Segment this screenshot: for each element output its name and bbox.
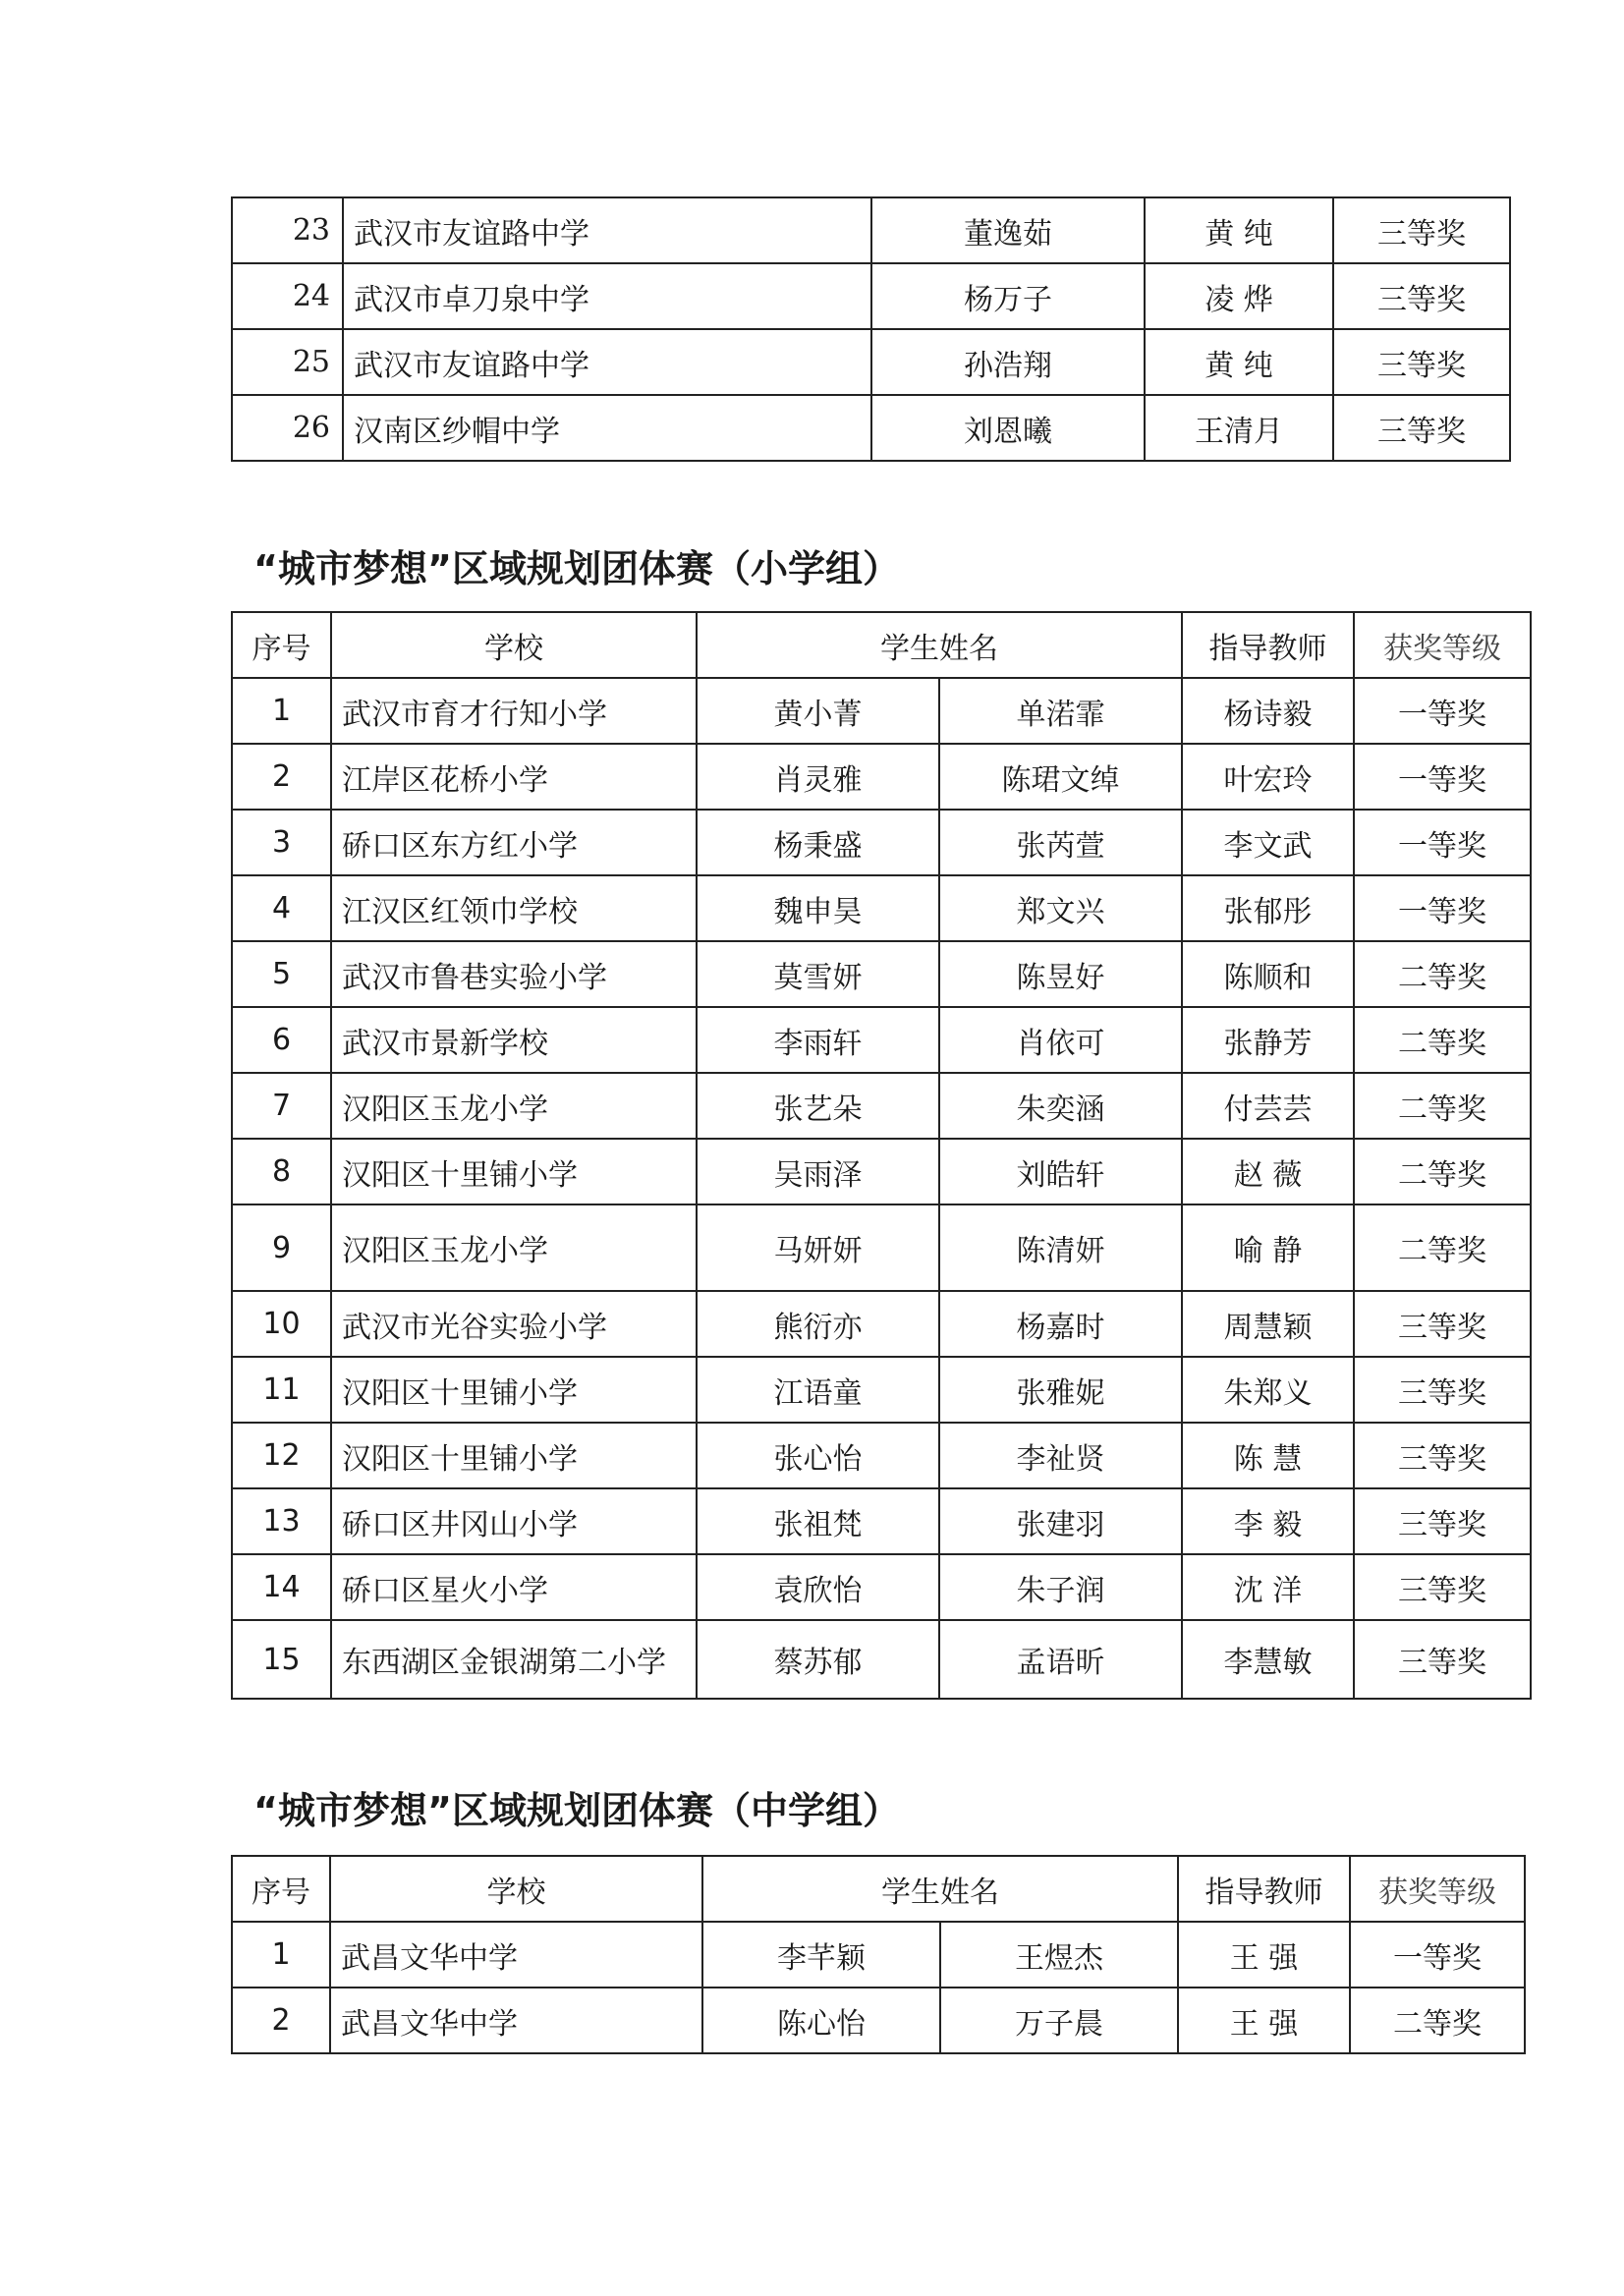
student-name: 杨万子 (871, 263, 1145, 329)
student-name-1: 李芊颖 (702, 1922, 940, 1988)
table-header-row (232, 612, 1531, 678)
student-name-1: 袁欣怡 (697, 1554, 939, 1620)
student-name: 董逸茹 (871, 197, 1145, 263)
school-name: 武汉市卓刀泉中学 (343, 263, 871, 329)
award-level: 二等奖 (1354, 1139, 1531, 1204)
school-name: 硚口区井冈山小学 (331, 1488, 697, 1554)
row-number: 6 (232, 1007, 331, 1073)
header-award: 获奖等级 (1350, 1856, 1525, 1922)
row-number: 7 (232, 1073, 331, 1139)
teacher-name: 李文武 (1182, 810, 1354, 875)
award-level: 三等奖 (1354, 1620, 1531, 1699)
primary-section-title: “城市梦想”区域规划团体赛（小学组） (253, 547, 900, 590)
student-name-1: 李雨轩 (697, 1007, 939, 1073)
header-award: 获奖等级 (1354, 612, 1531, 678)
header-students: 学生姓名 (702, 1856, 1178, 1922)
teacher-name: 周慧颖 (1182, 1291, 1354, 1357)
school-name: 武汉市友谊路中学 (343, 197, 871, 263)
row-number: 14 (232, 1554, 331, 1620)
table-row (232, 1554, 1531, 1620)
award-level: 三等奖 (1354, 1423, 1531, 1488)
school-name: 武昌文华中学 (330, 1922, 702, 1988)
award-level: 一等奖 (1354, 744, 1531, 810)
teacher-name: 赵 薇 (1182, 1139, 1354, 1204)
row-number: 2 (232, 744, 331, 810)
header-students: 学生姓名 (697, 612, 1182, 678)
award-level: 三等奖 (1333, 395, 1510, 461)
table-row (232, 1620, 1531, 1699)
row-number: 13 (232, 1488, 331, 1554)
student-name-1: 张祖梵 (697, 1488, 939, 1554)
header-school: 学校 (331, 612, 697, 678)
school-name: 武汉市景新学校 (331, 1007, 697, 1073)
student-name-2: 张芮萱 (939, 810, 1182, 875)
table-row (232, 263, 1510, 329)
school-name: 汉阳区玉龙小学 (331, 1073, 697, 1139)
teacher-name: 叶宏玲 (1182, 744, 1354, 810)
teacher-name: 张静芳 (1182, 1007, 1354, 1073)
teacher-name: 陈 慧 (1182, 1423, 1354, 1488)
school-name: 武汉市育才行知小学 (331, 678, 697, 744)
student-name-2: 张建羽 (939, 1488, 1182, 1554)
teacher-name: 陈顺和 (1182, 941, 1354, 1007)
primary-table (231, 611, 1532, 1700)
teacher-name: 王 强 (1178, 1988, 1350, 2053)
award-level: 一等奖 (1354, 810, 1531, 875)
row-number: 8 (232, 1139, 331, 1204)
table-row (232, 1204, 1531, 1291)
award-level: 二等奖 (1354, 1204, 1531, 1291)
student-name-1: 吴雨泽 (697, 1139, 939, 1204)
student-name-1: 陈心怡 (702, 1988, 940, 2053)
student-name-2: 陈珺文绰 (939, 744, 1182, 810)
row-number: 26 (232, 395, 343, 461)
student-name-1: 江语童 (697, 1357, 939, 1423)
award-level: 三等奖 (1354, 1291, 1531, 1357)
table-row (232, 810, 1531, 875)
student-name-1: 魏申昊 (697, 875, 939, 941)
header-teacher: 指导教师 (1182, 612, 1354, 678)
student-name-2: 刘皓轩 (939, 1139, 1182, 1204)
row-number: 15 (232, 1620, 331, 1699)
row-number: 2 (232, 1988, 330, 2053)
table-row (232, 941, 1531, 1007)
row-number: 11 (232, 1357, 331, 1423)
continuation-table (231, 196, 1511, 462)
teacher-name: 喻 静 (1182, 1204, 1354, 1291)
middle-table (231, 1855, 1526, 2054)
row-number: 5 (232, 941, 331, 1007)
award-level: 二等奖 (1350, 1988, 1525, 2053)
school-name: 硚口区星火小学 (331, 1554, 697, 1620)
student-name: 刘恩曦 (871, 395, 1145, 461)
teacher-name: 凌 烨 (1145, 263, 1333, 329)
table-row (232, 395, 1510, 461)
teacher-name: 王清月 (1145, 395, 1333, 461)
table-row (232, 1357, 1531, 1423)
school-name: 江汉区红领巾学校 (331, 875, 697, 941)
school-name: 东西湖区金银湖第二小学 (331, 1620, 697, 1699)
award-level: 三等奖 (1354, 1357, 1531, 1423)
row-number: 9 (232, 1204, 331, 1291)
teacher-name: 李 毅 (1182, 1488, 1354, 1554)
award-level: 三等奖 (1354, 1488, 1531, 1554)
school-name: 江岸区花桥小学 (331, 744, 697, 810)
row-number: 25 (232, 329, 343, 395)
school-name: 武汉市光谷实验小学 (331, 1291, 697, 1357)
school-name: 汉阳区十里铺小学 (331, 1139, 697, 1204)
table-row (232, 1488, 1531, 1554)
award-level: 一等奖 (1350, 1922, 1525, 1988)
student-name-2: 单渃霏 (939, 678, 1182, 744)
row-number: 4 (232, 875, 331, 941)
award-level: 一等奖 (1354, 678, 1531, 744)
header-no: 序号 (232, 1856, 330, 1922)
student-name-1: 杨秉盛 (697, 810, 939, 875)
student-name-1: 肖灵雅 (697, 744, 939, 810)
teacher-name: 朱郑义 (1182, 1357, 1354, 1423)
header-no: 序号 (232, 612, 331, 678)
student-name-2: 杨嘉时 (939, 1291, 1182, 1357)
row-number: 12 (232, 1423, 331, 1488)
student-name-2: 肖依可 (939, 1007, 1182, 1073)
school-name: 武汉市鲁巷实验小学 (331, 941, 697, 1007)
award-level: 三等奖 (1354, 1554, 1531, 1620)
teacher-name: 黄 纯 (1145, 197, 1333, 263)
table-row (232, 1922, 1525, 1988)
table-row (232, 1007, 1531, 1073)
table-row (232, 329, 1510, 395)
student-name-1: 黄小菁 (697, 678, 939, 744)
award-level: 二等奖 (1354, 1073, 1531, 1139)
student-name-2: 陈清妍 (939, 1204, 1182, 1291)
table-row (232, 1291, 1531, 1357)
middle-section-title: “城市梦想”区域规划团体赛（中学组） (253, 1789, 900, 1832)
award-level: 二等奖 (1354, 941, 1531, 1007)
table-row (232, 1988, 1525, 2053)
school-name: 汉阳区十里铺小学 (331, 1357, 697, 1423)
school-name: 武昌文华中学 (330, 1988, 702, 2053)
student-name-2: 孟语昕 (939, 1620, 1182, 1699)
table-header-row (232, 1856, 1525, 1922)
teacher-name: 杨诗毅 (1182, 678, 1354, 744)
school-name: 武汉市友谊路中学 (343, 329, 871, 395)
school-name: 硚口区东方红小学 (331, 810, 697, 875)
teacher-name: 李慧敏 (1182, 1620, 1354, 1699)
table-row (232, 1073, 1531, 1139)
student-name-2: 朱子润 (939, 1554, 1182, 1620)
student-name-1: 熊衍亦 (697, 1291, 939, 1357)
award-level: 三等奖 (1333, 197, 1510, 263)
table-row (232, 875, 1531, 941)
student-name-1: 张艺朵 (697, 1073, 939, 1139)
student-name-2: 王煜杰 (940, 1922, 1178, 1988)
award-level: 三等奖 (1333, 263, 1510, 329)
teacher-name: 张郁彤 (1182, 875, 1354, 941)
table-row (232, 744, 1531, 810)
student-name-2: 陈昱好 (939, 941, 1182, 1007)
header-school: 学校 (330, 1856, 702, 1922)
student-name-2: 朱奕涵 (939, 1073, 1182, 1139)
header-teacher: 指导教师 (1178, 1856, 1350, 1922)
teacher-name: 王 强 (1178, 1922, 1350, 1988)
teacher-name: 付芸芸 (1182, 1073, 1354, 1139)
table-row (232, 1423, 1531, 1488)
row-number: 23 (232, 197, 343, 263)
student-name-2: 郑文兴 (939, 875, 1182, 941)
row-number: 3 (232, 810, 331, 875)
teacher-name: 沈 洋 (1182, 1554, 1354, 1620)
student-name: 孙浩翔 (871, 329, 1145, 395)
row-number: 1 (232, 1922, 330, 1988)
row-number: 24 (232, 263, 343, 329)
row-number: 1 (232, 678, 331, 744)
school-name: 汉南区纱帽中学 (343, 395, 871, 461)
award-level: 二等奖 (1354, 1007, 1531, 1073)
school-name: 汉阳区玉龙小学 (331, 1204, 697, 1291)
award-level: 一等奖 (1354, 875, 1531, 941)
table-row (232, 197, 1510, 263)
student-name-2: 张雅妮 (939, 1357, 1182, 1423)
student-name-2: 万子晨 (940, 1988, 1178, 2053)
school-name: 汉阳区十里铺小学 (331, 1423, 697, 1488)
table-row (232, 678, 1531, 744)
student-name-1: 莫雪妍 (697, 941, 939, 1007)
student-name-1: 蔡苏郁 (697, 1620, 939, 1699)
student-name-2: 李祉贤 (939, 1423, 1182, 1488)
award-level: 三等奖 (1333, 329, 1510, 395)
teacher-name: 黄 纯 (1145, 329, 1333, 395)
student-name-1: 张心怡 (697, 1423, 939, 1488)
student-name-1: 马妍妍 (697, 1204, 939, 1291)
row-number: 10 (232, 1291, 331, 1357)
table-row (232, 1139, 1531, 1204)
